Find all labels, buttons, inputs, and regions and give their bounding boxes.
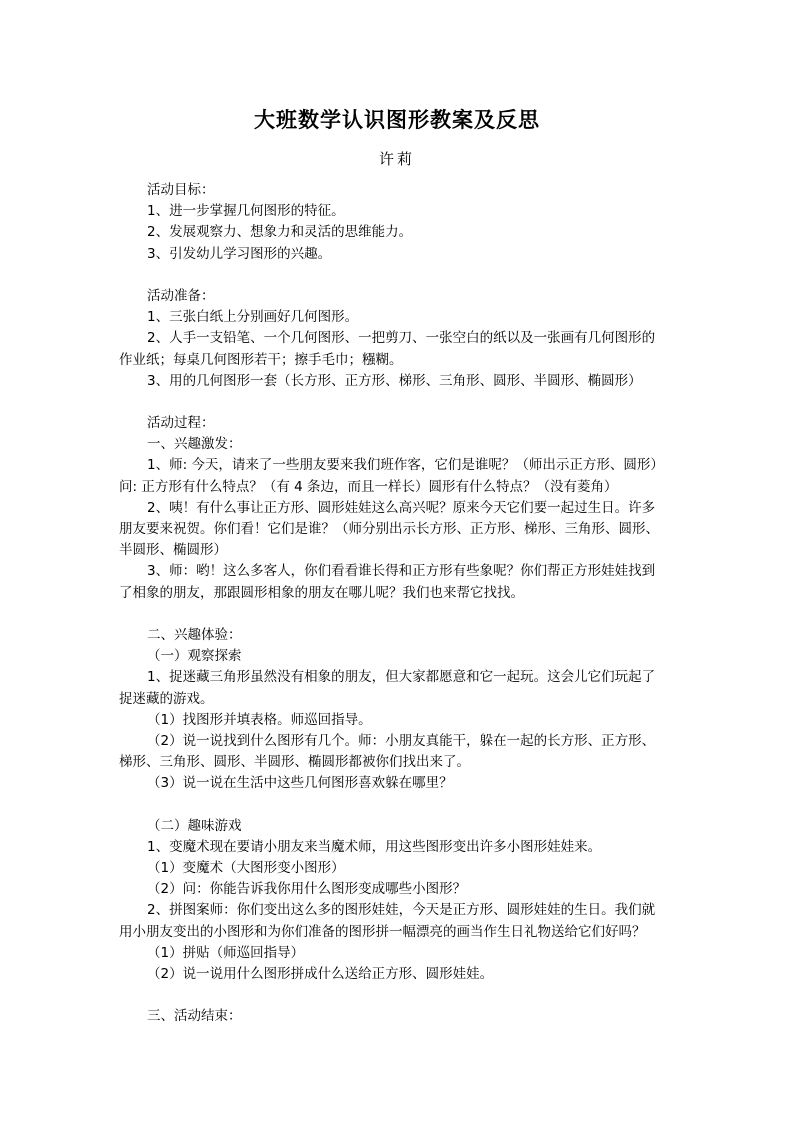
- document-body: [119, 180, 679, 1028]
- text-line: 三、活动结束：: [147, 1008, 242, 1025]
- text-line: 2、人手一支铅笔、一个几何图形、一把剪刀、一张空白的纸以及一张画有几何图形的: [147, 330, 656, 347]
- text-line: 1、师: 今天，请来了一些朋友要来我们班作客，它们是谁呢？（师出示正方形、圆形）: [147, 457, 664, 474]
- text-line: 1、三张白纸上分别画好几何图形。: [147, 309, 359, 326]
- text-line: 2、发展观察力、想象力和灵活的思维能力。: [147, 224, 413, 241]
- text-line: 3、用的几何图形一套（长方形、正方形、梯形、三角形、圆形、半圆形、椭圆形）: [147, 372, 642, 389]
- paragraph-gap: [119, 265, 679, 286]
- text-line: 2、拼图案师：你们变出这么多的图形娃娃，今天是正方形、圆形娃娃的生日。我们就: [147, 902, 656, 919]
- text-line: （2）说一说找到什么图形有几个。师：小朋友真能干，躲在一起的长方形、正方形、: [147, 732, 656, 749]
- text-line: （一）观察探索: [147, 648, 242, 665]
- text-line: （2）问：你能告诉我你用什么图形变成哪些小图形？: [147, 881, 467, 898]
- text-line: 活动目标：: [147, 182, 215, 198]
- text-line: 1、捉迷藏三角形虽然没有相象的朋友，但大家都愿意和它一起玩。这会儿它们玩起了: [147, 669, 656, 686]
- text-line: 1、变魔术现在要请小朋友来当魔术师，用这些图形变出许多小图形娃娃来。: [147, 838, 602, 855]
- document-author: 许莉: [378, 150, 415, 168]
- text-line: （1）找图形并填表格。师巡回指导。: [147, 711, 372, 728]
- paragraph-gap: [119, 604, 679, 625]
- text-line: 1、进一步掌握几何图形的特征。: [147, 203, 345, 220]
- text-line: 2、咦！有什么事让正方形、圆形娃娃这么高兴呢？原来今天它们要一起过生日。许多: [147, 499, 656, 516]
- text-line: 梯形、三角形、圆形、半圆形、椭圆形都被你们找出来了。: [119, 754, 470, 771]
- text-line: 半圆形、椭圆形）: [119, 542, 227, 559]
- text-line: 问: 正方形有什么特点？（有 4 条边，而且一样长）圆形有什么特点？（没有菱角）: [119, 478, 618, 495]
- text-line: 了相象的朋友，那跟圆形相象的朋友在哪儿呢？我们也来帮它找找。: [119, 584, 524, 601]
- text-line: 3、引发幼儿学习图形的兴趣。: [147, 245, 332, 262]
- text-line: 朋友要来祝贺。你们看！它们是谁？（师分别出示长方形、正方形、梯形、三角形、圆形、: [119, 521, 659, 537]
- text-line: 一、兴趣激发：: [147, 436, 242, 453]
- text-line: 活动过程：: [147, 415, 215, 432]
- text-line: （二）趣味游戏: [147, 817, 242, 834]
- paragraph-gap: [119, 392, 679, 413]
- text-line: 捉迷藏的游戏。: [119, 690, 214, 707]
- document-title: 大班数学认识图形教案及反思: [254, 107, 540, 132]
- text-line: 活动准备：: [147, 287, 215, 304]
- text-line: （1）拼贴（师巡回指导）: [147, 944, 305, 961]
- text-line: 作业纸；每桌几何图形若干；擦手毛巾；糨糊。: [119, 351, 403, 368]
- text-line: 二、兴趣体验：: [147, 626, 242, 643]
- paragraph-gap: [119, 794, 679, 815]
- text-line: （1）变魔术（大图形变小图形）: [147, 860, 345, 876]
- paragraph-gap: [119, 985, 679, 1006]
- text-line: （2）说一说用什么图形拼成什么送给正方形、圆形娃娃。: [147, 965, 494, 982]
- text-line: 用小朋友变出的小图形和为你们准备的图形拼一幅漂亮的画当作生日礼物送给它们好吗？: [119, 923, 646, 940]
- text-line: （3）说一说在生活中这些几何图形喜欢躲在哪里？: [147, 775, 453, 792]
- text-line: 3、师：哟！这么多客人，你们看看谁长得和正方形有些象呢？你们帮正方形娃娃找到: [147, 563, 656, 580]
